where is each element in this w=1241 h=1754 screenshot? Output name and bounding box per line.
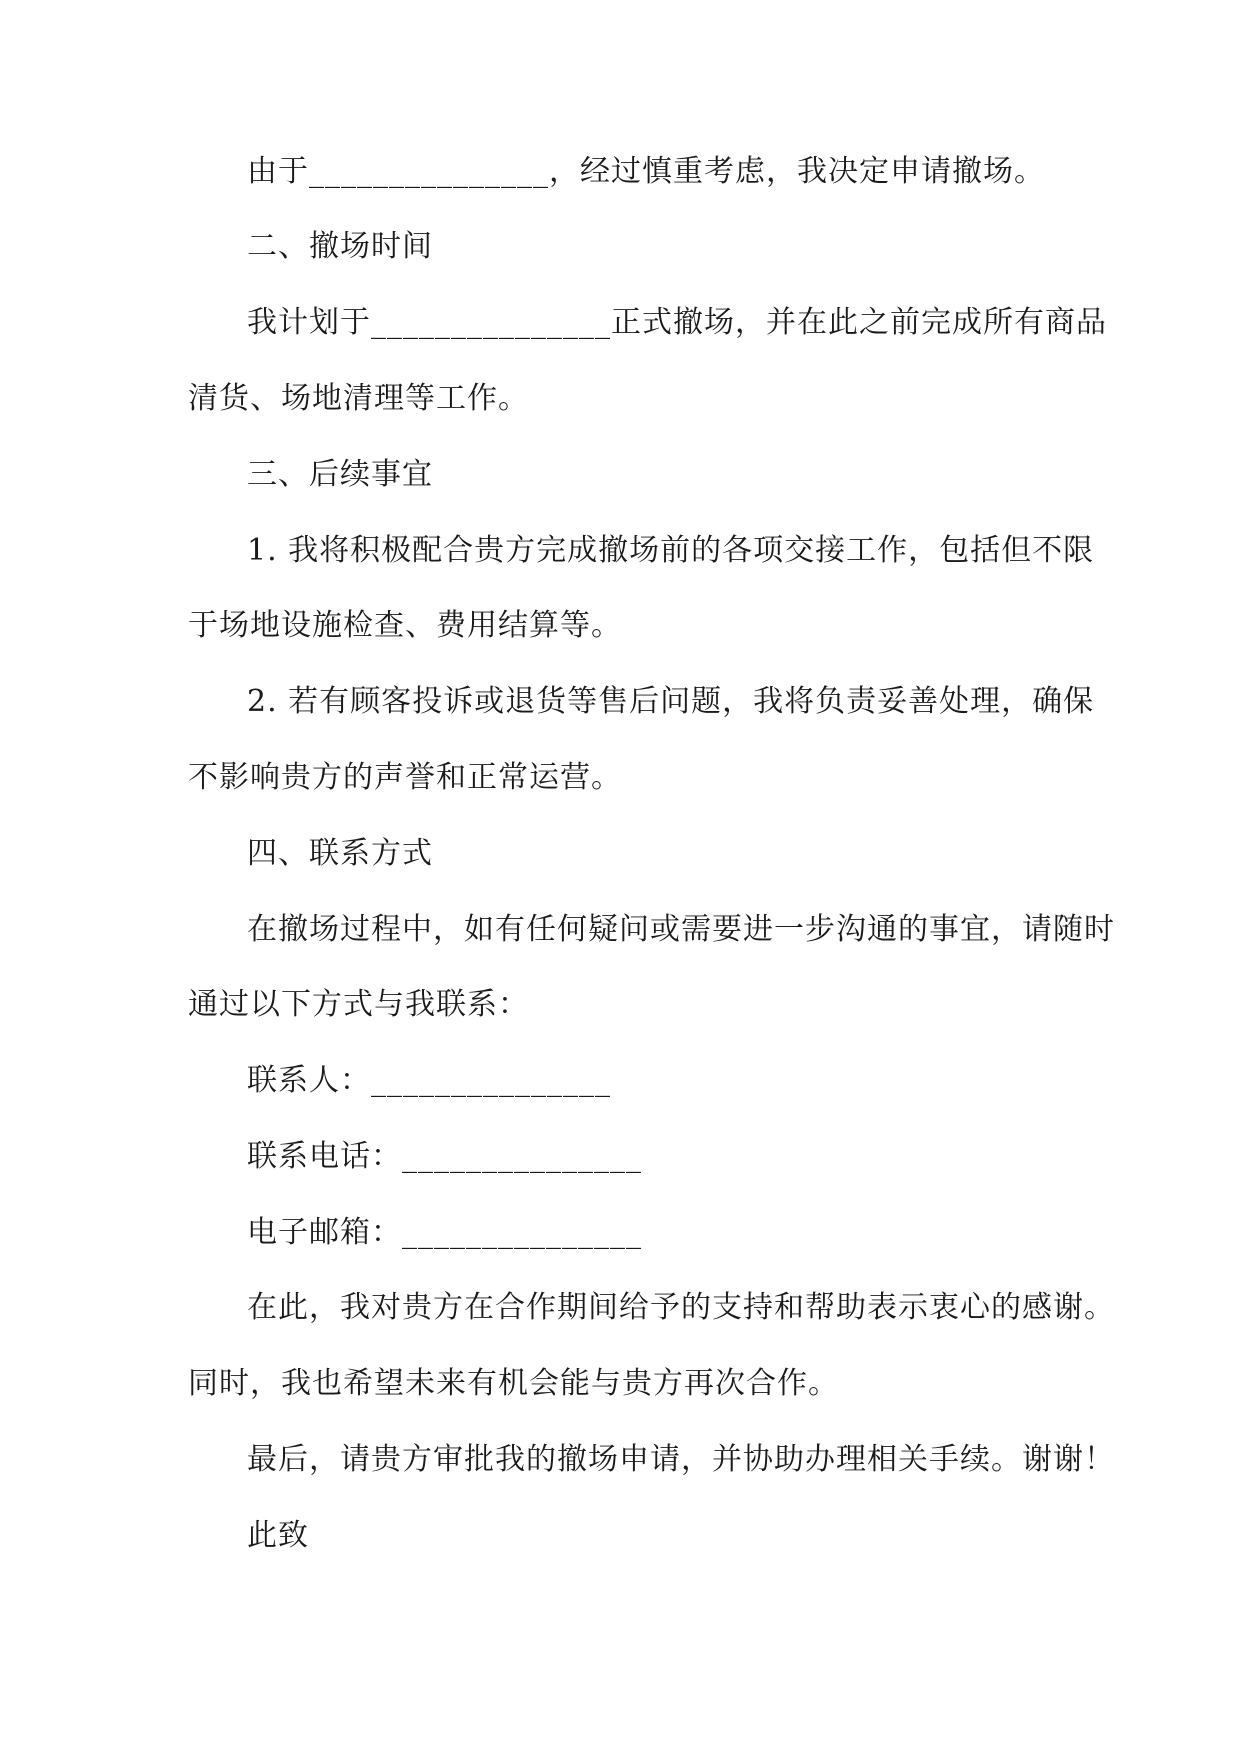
section-heading-contact: 四、联系方式 [247,836,433,871]
follow-up-item-1-line-2: 于场地设施检查、费用结算等。 [188,608,622,643]
contact-paragraph-line-1: 在撤场过程中，如有任何疑问或需要进一步沟通的事宜，请随时 [247,912,1115,947]
thanks-paragraph-line-1: 在此，我对贵方在合作期间给予的支持和帮助表示衷心的感谢。 [247,1290,1115,1325]
withdrawal-date-paragraph-line-1: 我计划于_______________正式撤场，并在此之前完成所有商品 [247,305,1107,340]
reason-paragraph: 由于_______________，经过慎重考虑，我决定申请撤场。 [247,154,1045,189]
contact-phone-field: 联系电话：_______________ [247,1139,642,1174]
withdrawal-date-paragraph-line-2: 清货、场地清理等工作。 [188,381,529,416]
section-heading-withdrawal-time: 二、撤场时间 [247,229,433,264]
closing-request-paragraph: 最后，请贵方审批我的撤场申请，并协助办理相关手续。谢谢！ [247,1442,1115,1477]
thanks-paragraph-line-2: 同时，我也希望未来有机会能与贵方再次合作。 [188,1366,839,1401]
contact-person-field: 联系人：_______________ [247,1063,611,1098]
section-heading-follow-up: 三、后续事宜 [247,457,433,492]
contact-paragraph-line-2: 通过以下方式与我联系： [188,987,529,1022]
follow-up-item-1-line-1: 1. 我将积极配合贵方完成撤场前的各项交接工作，包括但不限 [247,533,1095,568]
follow-up-item-2-line-1: 2. 若有顾客投诉或退货等售后问题，我将负责妥善处理，确保 [247,684,1095,719]
closing-salutation: 此致 [247,1518,309,1553]
follow-up-item-2-line-2: 不影响贵方的声誉和正常运营。 [188,760,622,795]
contact-email-field: 电子邮箱：_______________ [247,1215,642,1250]
